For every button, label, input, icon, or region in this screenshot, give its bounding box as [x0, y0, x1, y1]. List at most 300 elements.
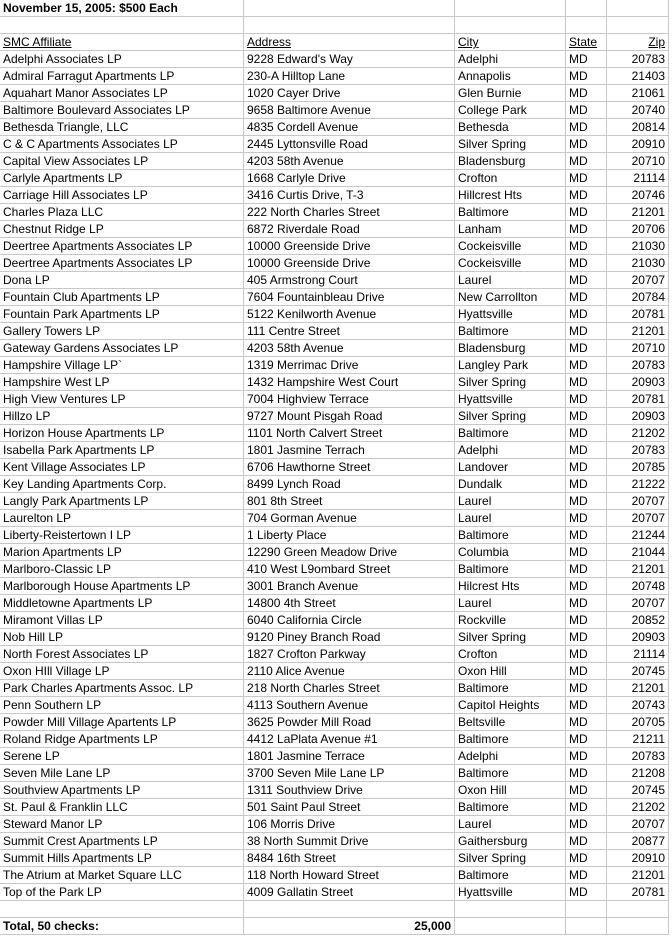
affiliate-cell[interactable]: Park Charles Apartments Assoc. LP	[0, 680, 244, 697]
cell[interactable]	[244, 0, 455, 17]
address-cell[interactable]: 8484 16th Street	[244, 850, 455, 867]
address-cell[interactable]: 10000 Greenside Drive	[244, 238, 455, 255]
address-cell[interactable]: 1 Liberty Place	[244, 527, 455, 544]
state-cell[interactable]: MD	[566, 867, 607, 884]
state-cell[interactable]: MD	[566, 527, 607, 544]
state-cell[interactable]: MD	[566, 612, 607, 629]
header-city[interactable]: City	[455, 34, 566, 51]
cell[interactable]	[566, 17, 607, 34]
affiliate-cell[interactable]: Nob Hill LP	[0, 629, 244, 646]
address-cell[interactable]: 6040 California Circle	[244, 612, 455, 629]
table-row	[0, 272, 672, 289]
affiliate-cell[interactable]: Miramont Villas LP	[0, 612, 244, 629]
zip-cell[interactable]: 21044	[607, 544, 669, 561]
state-cell[interactable]: MD	[566, 425, 607, 442]
affiliate-cell[interactable]: Marion Apartments LP	[0, 544, 244, 561]
address-cell[interactable]: 4113 Southern Avenue	[244, 697, 455, 714]
city-cell[interactable]: Bladensburg	[455, 153, 566, 170]
state-cell[interactable]: MD	[566, 255, 607, 272]
state-cell[interactable]: MD	[566, 391, 607, 408]
state-cell[interactable]: MD	[566, 374, 607, 391]
zip-cell[interactable]: 21201	[607, 680, 669, 697]
blank-row	[0, 17, 672, 34]
zip-cell[interactable]: 20910	[607, 136, 669, 153]
address-cell[interactable]: 4835 Cordell Avenue	[244, 119, 455, 136]
affiliate-cell[interactable]: Gallery Towers LP	[0, 323, 244, 340]
city-cell[interactable]: Silver Spring	[455, 408, 566, 425]
address-cell[interactable]: 9120 Piney Branch Road	[244, 629, 455, 646]
address-cell[interactable]: 3416 Curtis Drive, T-3	[244, 187, 455, 204]
address-cell[interactable]: 230-A Hilltop Lane	[244, 68, 455, 85]
city-cell[interactable]: Capitol Heights	[455, 697, 566, 714]
state-cell[interactable]: MD	[566, 799, 607, 816]
state-cell[interactable]: MD	[566, 204, 607, 221]
table-row	[0, 289, 672, 306]
cell[interactable]	[566, 0, 607, 17]
city-cell[interactable]: Adelphi	[455, 748, 566, 765]
zip-cell[interactable]: 20814	[607, 119, 669, 136]
table-row	[0, 578, 672, 595]
state-cell[interactable]: MD	[566, 51, 607, 68]
zip-cell[interactable]: 20781	[607, 884, 669, 901]
city-cell[interactable]: Langley Park	[455, 357, 566, 374]
address-cell[interactable]: 405 Armstrong Court	[244, 272, 455, 289]
zip-cell[interactable]: 20707	[607, 272, 669, 289]
affiliate-cell[interactable]: Summit Crest Apartments LP	[0, 833, 244, 850]
city-cell[interactable]: Cockeisville	[455, 238, 566, 255]
cell[interactable]	[607, 0, 669, 17]
city-cell[interactable]: Gaithersburg	[455, 833, 566, 850]
cell[interactable]	[244, 901, 455, 918]
address-cell[interactable]: 801 8th Street	[244, 493, 455, 510]
city-cell[interactable]: Crofton	[455, 646, 566, 663]
affiliate-cell[interactable]: Roland Ridge Apartments LP	[0, 731, 244, 748]
state-cell[interactable]: MD	[566, 408, 607, 425]
state-cell[interactable]: MD	[566, 544, 607, 561]
address-cell[interactable]: 14800 4th Street	[244, 595, 455, 612]
address-cell[interactable]: 2110 Alice Avenue	[244, 663, 455, 680]
affiliate-cell[interactable]: Powder Mill Village Apartents LP	[0, 714, 244, 731]
city-cell[interactable]: Laurel	[455, 595, 566, 612]
city-cell[interactable]: New Carrollton	[455, 289, 566, 306]
city-cell[interactable]: Baltimore	[455, 680, 566, 697]
table-row	[0, 204, 672, 221]
address-cell[interactable]: 4009 Gallatin Street	[244, 884, 455, 901]
table-row	[0, 884, 672, 901]
zip-cell[interactable]: 21201	[607, 867, 669, 884]
zip-cell[interactable]: 21211	[607, 731, 669, 748]
affiliate-cell[interactable]: Middletowne Apartments LP	[0, 595, 244, 612]
state-cell[interactable]: MD	[566, 510, 607, 527]
zip-cell[interactable]: 20707	[607, 595, 669, 612]
table-row	[0, 714, 672, 731]
zip-cell[interactable]: 20910	[607, 850, 669, 867]
state-cell[interactable]: MD	[566, 714, 607, 731]
state-cell[interactable]: MD	[566, 816, 607, 833]
affiliate-cell[interactable]: Admiral Farragut Apartments LP	[0, 68, 244, 85]
zip-cell[interactable]: 20745	[607, 663, 669, 680]
table-row	[0, 527, 672, 544]
affiliate-cell[interactable]: Kent Village Associates LP	[0, 459, 244, 476]
city-cell[interactable]: Hyattsville	[455, 306, 566, 323]
zip-cell[interactable]: 21222	[607, 476, 669, 493]
state-cell[interactable]: MD	[566, 289, 607, 306]
zip-cell[interactable]: 21030	[607, 255, 669, 272]
city-cell[interactable]: Silver Spring	[455, 629, 566, 646]
affiliate-cell[interactable]: Aquahart Manor Associates LP	[0, 85, 244, 102]
address-cell[interactable]: 111 Centre Street	[244, 323, 455, 340]
zip-cell[interactable]: 20783	[607, 442, 669, 459]
table-row	[0, 323, 672, 340]
state-cell[interactable]: MD	[566, 884, 607, 901]
address-cell[interactable]: 1801 Jasmine Terrace	[244, 748, 455, 765]
city-cell[interactable]: Baltimore	[455, 867, 566, 884]
state-cell[interactable]: MD	[566, 765, 607, 782]
table-row	[0, 510, 672, 527]
table-row	[0, 850, 672, 867]
address-cell[interactable]: 4412 LaPlata Avenue #1	[244, 731, 455, 748]
city-cell[interactable]: Baltimore	[455, 561, 566, 578]
affiliate-cell[interactable]: Carlyle Apartments LP	[0, 170, 244, 187]
state-cell[interactable]: MD	[566, 442, 607, 459]
address-cell[interactable]: 501 Saint Paul Street	[244, 799, 455, 816]
state-cell[interactable]: MD	[566, 85, 607, 102]
address-cell[interactable]: 1101 North Calvert Street	[244, 425, 455, 442]
address-cell[interactable]: 7004 Highview Terrace	[244, 391, 455, 408]
affiliate-cell[interactable]: Top of the Park LP	[0, 884, 244, 901]
zip-cell[interactable]: 20903	[607, 629, 669, 646]
affiliate-cell[interactable]: Deertree Apartments Associates LP	[0, 238, 244, 255]
affiliate-cell[interactable]: Steward Manor LP	[0, 816, 244, 833]
affiliate-cell[interactable]: C & C Apartments Associates LP	[0, 136, 244, 153]
affiliate-cell[interactable]: Marlborough House Apartments LP	[0, 578, 244, 595]
zip-cell[interactable]: 20707	[607, 493, 669, 510]
cell[interactable]	[607, 918, 669, 935]
zip-cell[interactable]: 21201	[607, 204, 669, 221]
city-cell[interactable]: Annapolis	[455, 68, 566, 85]
address-cell[interactable]: 2445 Lyttonsville Road	[244, 136, 455, 153]
affiliate-cell[interactable]: Southview Apartments LP	[0, 782, 244, 799]
table-row	[0, 187, 672, 204]
city-cell[interactable]: Rockville	[455, 612, 566, 629]
city-cell[interactable]: Adelphi	[455, 51, 566, 68]
affiliate-cell[interactable]: Chestnut Ridge LP	[0, 221, 244, 238]
affiliate-cell[interactable]: Key Landing Apartments Corp.	[0, 476, 244, 493]
city-cell[interactable]: Hillcrest Hts	[455, 187, 566, 204]
city-cell[interactable]: Hyattsville	[455, 391, 566, 408]
state-cell[interactable]: MD	[566, 238, 607, 255]
zip-cell[interactable]: 20707	[607, 510, 669, 527]
address-cell[interactable]: 118 North Howard Street	[244, 867, 455, 884]
city-cell[interactable]: Baltimore	[455, 425, 566, 442]
state-cell[interactable]: MD	[566, 782, 607, 799]
affiliate-cell[interactable]: Fountain Park Apartments LP	[0, 306, 244, 323]
address-cell[interactable]: 38 North Summit Drive	[244, 833, 455, 850]
zip-cell[interactable]: 20707	[607, 816, 669, 833]
city-cell[interactable]: Laurel	[455, 272, 566, 289]
table-row	[0, 255, 672, 272]
state-cell[interactable]: MD	[566, 697, 607, 714]
affiliate-cell[interactable]: Bethesda Triangle, LLC	[0, 119, 244, 136]
zip-cell[interactable]: 21244	[607, 527, 669, 544]
affiliate-cell[interactable]: St. Paul & Franklin LLC	[0, 799, 244, 816]
address-cell[interactable]: 1311 Southview Drive	[244, 782, 455, 799]
affiliate-cell[interactable]: Laurelton LP	[0, 510, 244, 527]
address-cell[interactable]: 9658 Baltimore Avenue	[244, 102, 455, 119]
affiliate-cell[interactable]: Gateway Gardens Associates LP	[0, 340, 244, 357]
total-amount[interactable]: 25,000	[244, 918, 455, 935]
zip-cell[interactable]: 21202	[607, 425, 669, 442]
address-cell[interactable]: 1668 Carlyle Drive	[244, 170, 455, 187]
state-cell[interactable]: MD	[566, 119, 607, 136]
state-cell[interactable]: MD	[566, 493, 607, 510]
affiliate-cell[interactable]: Langly Park Apartments LP	[0, 493, 244, 510]
zip-cell[interactable]: 20710	[607, 340, 669, 357]
city-cell[interactable]: Baltimore	[455, 731, 566, 748]
zip-cell[interactable]: 21201	[607, 561, 669, 578]
affiliate-cell[interactable]: Penn Southern LP	[0, 697, 244, 714]
city-cell[interactable]: Baltimore	[455, 527, 566, 544]
city-cell[interactable]: Baltimore	[455, 799, 566, 816]
table-row	[0, 867, 672, 884]
table-row	[0, 476, 672, 493]
table-body	[0, 51, 672, 901]
zip-cell[interactable]: 21030	[607, 238, 669, 255]
address-cell[interactable]: 6872 Riverdale Road	[244, 221, 455, 238]
address-cell[interactable]: 8499 Lynch Road	[244, 476, 455, 493]
affiliate-cell[interactable]: Seven Mile Lane LP	[0, 765, 244, 782]
table-row	[0, 306, 672, 323]
table-row	[0, 646, 672, 663]
address-cell[interactable]: 12290 Green Meadow Drive	[244, 544, 455, 561]
city-cell[interactable]: Baltimore	[455, 323, 566, 340]
affiliate-cell[interactable]: Capital View Associates LP	[0, 153, 244, 170]
cell[interactable]	[0, 17, 244, 34]
affiliate-cell[interactable]: Fountain Club Apartments LP	[0, 289, 244, 306]
state-cell[interactable]: MD	[566, 136, 607, 153]
address-cell[interactable]: 410 West L9ombard Street	[244, 561, 455, 578]
state-cell[interactable]: MD	[566, 646, 607, 663]
zip-cell[interactable]: 20748	[607, 578, 669, 595]
affiliate-cell[interactable]: Baltimore Boulevard Associates LP	[0, 102, 244, 119]
address-cell[interactable]: 3001 Branch Avenue	[244, 578, 455, 595]
zip-cell[interactable]: 20740	[607, 102, 669, 119]
total-row	[0, 918, 672, 935]
address-cell[interactable]: 5122 Kenilworth Avenue	[244, 306, 455, 323]
city-cell[interactable]: Cockeisville	[455, 255, 566, 272]
zip-cell[interactable]: 20745	[607, 782, 669, 799]
header-address[interactable]: Address	[244, 34, 455, 51]
city-cell[interactable]: Landover	[455, 459, 566, 476]
affiliate-cell[interactable]: Oxon HIll Village LP	[0, 663, 244, 680]
sheet-title[interactable]: November 15, 2005: $500 Each	[0, 0, 244, 17]
state-cell[interactable]: MD	[566, 102, 607, 119]
cell[interactable]	[566, 901, 607, 918]
zip-cell[interactable]: 21208	[607, 765, 669, 782]
table-row	[0, 799, 672, 816]
cell[interactable]	[607, 17, 669, 34]
zip-cell[interactable]: 20903	[607, 408, 669, 425]
address-cell[interactable]: 9228 Edward's Way	[244, 51, 455, 68]
affiliate-cell[interactable]: Deertree Apartments Associates LP	[0, 255, 244, 272]
cell[interactable]	[566, 918, 607, 935]
address-cell[interactable]: 4203 58th Avenue	[244, 340, 455, 357]
state-cell[interactable]: MD	[566, 748, 607, 765]
affiliate-cell[interactable]: Carriage Hill Associates LP	[0, 187, 244, 204]
address-cell[interactable]: 4203 58th Avenue	[244, 153, 455, 170]
cell[interactable]	[455, 918, 566, 935]
address-cell[interactable]: 9727 Mount Pisgah Road	[244, 408, 455, 425]
zip-cell[interactable]: 20746	[607, 187, 669, 204]
zip-cell[interactable]: 20785	[607, 459, 669, 476]
city-cell[interactable]: Bethesda	[455, 119, 566, 136]
city-cell[interactable]: Hyattsville	[455, 884, 566, 901]
city-cell[interactable]: Laurel	[455, 816, 566, 833]
state-cell[interactable]: MD	[566, 680, 607, 697]
city-cell[interactable]: Baltimore	[455, 765, 566, 782]
state-cell[interactable]: MD	[566, 323, 607, 340]
cell[interactable]	[607, 901, 669, 918]
total-label[interactable]: Total, 50 checks:	[0, 918, 244, 935]
affiliate-cell[interactable]: Serene LP	[0, 748, 244, 765]
state-cell[interactable]: MD	[566, 272, 607, 289]
state-cell[interactable]: MD	[566, 68, 607, 85]
zip-cell[interactable]: 21201	[607, 323, 669, 340]
state-cell[interactable]: MD	[566, 306, 607, 323]
zip-cell[interactable]: 20783	[607, 51, 669, 68]
address-cell[interactable]: 1432 Hampshire West Court	[244, 374, 455, 391]
address-cell[interactable]: 1020 Cayer Drive	[244, 85, 455, 102]
address-cell[interactable]: 1801 Jasmine Terrach	[244, 442, 455, 459]
address-cell[interactable]: 1319 Merrimac Drive	[244, 357, 455, 374]
address-cell[interactable]: 1827 Crofton Parkway	[244, 646, 455, 663]
city-cell[interactable]: Bladensburg	[455, 340, 566, 357]
affiliate-cell[interactable]: Hampshire Village LP`	[0, 357, 244, 374]
table-row	[0, 663, 672, 680]
cell[interactable]	[455, 17, 566, 34]
zip-cell[interactable]: 20783	[607, 748, 669, 765]
state-cell[interactable]: MD	[566, 663, 607, 680]
zip-cell[interactable]: 20877	[607, 833, 669, 850]
city-cell[interactable]: Lanham	[455, 221, 566, 238]
affiliate-cell[interactable]: Hampshire West LP	[0, 374, 244, 391]
address-cell[interactable]: 6706 Hawthorne Street	[244, 459, 455, 476]
city-cell[interactable]: Baltimore	[455, 204, 566, 221]
city-cell[interactable]: Hilcrest Hts	[455, 578, 566, 595]
zip-cell[interactable]: 21403	[607, 68, 669, 85]
table-row	[0, 51, 672, 68]
city-cell[interactable]: Columbia	[455, 544, 566, 561]
city-cell[interactable]: Crofton	[455, 170, 566, 187]
affiliate-cell[interactable]: Isabella Park Apartments LP	[0, 442, 244, 459]
zip-cell[interactable]: 21061	[607, 85, 669, 102]
city-cell[interactable]: Glen Burnie	[455, 85, 566, 102]
state-cell[interactable]: MD	[566, 578, 607, 595]
table-row	[0, 425, 672, 442]
cell[interactable]	[244, 17, 455, 34]
cell[interactable]	[455, 901, 566, 918]
zip-cell[interactable]: 20783	[607, 357, 669, 374]
state-cell[interactable]: MD	[566, 561, 607, 578]
state-cell[interactable]: MD	[566, 731, 607, 748]
zip-cell[interactable]: 21114	[607, 170, 669, 187]
cell[interactable]	[455, 0, 566, 17]
zip-cell[interactable]: 20710	[607, 153, 669, 170]
state-cell[interactable]: MD	[566, 153, 607, 170]
header-zip[interactable]: Zip	[607, 34, 669, 51]
address-cell[interactable]: 10000 Greenside Drive	[244, 255, 455, 272]
affiliate-cell[interactable]: Horizon House Apartments LP	[0, 425, 244, 442]
zip-cell[interactable]: 20852	[607, 612, 669, 629]
header-state[interactable]: State	[566, 34, 607, 51]
table-row	[0, 136, 672, 153]
state-cell[interactable]: MD	[566, 595, 607, 612]
city-cell[interactable]: Silver Spring	[455, 850, 566, 867]
state-cell[interactable]: MD	[566, 850, 607, 867]
address-cell[interactable]: 222 North Charles Street	[244, 204, 455, 221]
city-cell[interactable]: Silver Spring	[455, 136, 566, 153]
state-cell[interactable]: MD	[566, 476, 607, 493]
state-cell[interactable]: MD	[566, 187, 607, 204]
city-cell[interactable]: Beltsville	[455, 714, 566, 731]
affiliate-cell[interactable]: The Atrium at Market Square LLC	[0, 867, 244, 884]
city-cell[interactable]: Laurel	[455, 493, 566, 510]
city-cell[interactable]: College Park	[455, 102, 566, 119]
zip-cell[interactable]: 20784	[607, 289, 669, 306]
city-cell[interactable]: Adelphi	[455, 442, 566, 459]
zip-cell[interactable]: 21114	[607, 646, 669, 663]
address-cell[interactable]: 218 North Charles Street	[244, 680, 455, 697]
cell[interactable]	[0, 901, 244, 918]
affiliate-cell[interactable]: Charles Plaza LLC	[0, 204, 244, 221]
affiliate-cell[interactable]: North Forest Associates LP	[0, 646, 244, 663]
zip-cell[interactable]: 20903	[607, 374, 669, 391]
city-cell[interactable]: Silver Spring	[455, 374, 566, 391]
state-cell[interactable]: MD	[566, 340, 607, 357]
zip-cell[interactable]: 20705	[607, 714, 669, 731]
city-cell[interactable]: Oxon Hill	[455, 782, 566, 799]
city-cell[interactable]: Dundalk	[455, 476, 566, 493]
zip-cell[interactable]: 20781	[607, 391, 669, 408]
city-cell[interactable]: Oxon Hill	[455, 663, 566, 680]
blank-row	[0, 901, 672, 918]
zip-cell[interactable]: 20781	[607, 306, 669, 323]
city-cell[interactable]: Laurel	[455, 510, 566, 527]
affiliate-cell[interactable]: Marlboro-Classic LP	[0, 561, 244, 578]
affiliate-cell[interactable]: Summit Hills Apartments LP	[0, 850, 244, 867]
state-cell[interactable]: MD	[566, 221, 607, 238]
affiliate-cell[interactable]: Hillzo LP	[0, 408, 244, 425]
affiliate-cell[interactable]: Dona LP	[0, 272, 244, 289]
affiliate-cell[interactable]: Adelphi Associates LP	[0, 51, 244, 68]
address-cell[interactable]: 3700 Seven Mile Lane LP	[244, 765, 455, 782]
address-cell[interactable]: 106 Morris Drive	[244, 816, 455, 833]
zip-cell[interactable]: 20706	[607, 221, 669, 238]
affiliate-cell[interactable]: High View Ventures LP	[0, 391, 244, 408]
header-affiliate[interactable]: SMC Affiliate	[0, 34, 244, 51]
address-cell[interactable]: 704 Gorman Avenue	[244, 510, 455, 527]
address-cell[interactable]: 3625 Powder Mill Road	[244, 714, 455, 731]
state-cell[interactable]: MD	[566, 833, 607, 850]
state-cell[interactable]: MD	[566, 629, 607, 646]
state-cell[interactable]: MD	[566, 357, 607, 374]
state-cell[interactable]: MD	[566, 170, 607, 187]
affiliate-cell[interactable]: Liberty-Reistertown I LP	[0, 527, 244, 544]
zip-cell[interactable]: 21202	[607, 799, 669, 816]
address-cell[interactable]: 7604 Fountainbleau Drive	[244, 289, 455, 306]
zip-cell[interactable]: 20743	[607, 697, 669, 714]
state-cell[interactable]: MD	[566, 459, 607, 476]
